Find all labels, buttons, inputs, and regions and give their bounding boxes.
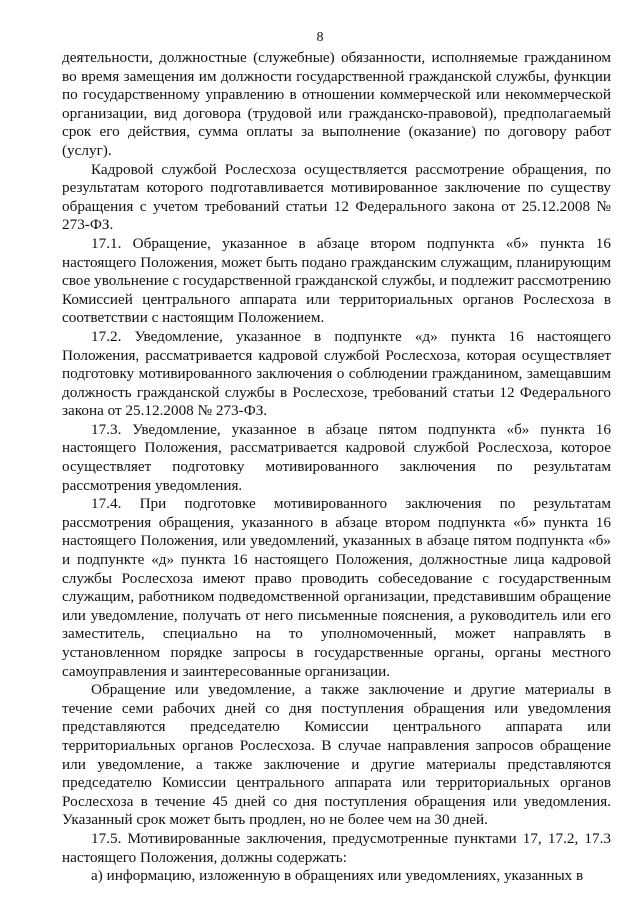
paragraph-17-5: 17.5. Мотивированные заключения, предусмотренные пунктами 17, 17.2, 17.3 настоящего Положения, должны содержать: — [62, 829, 611, 866]
document-body — [62, 49, 611, 886]
paragraph-continuation: деятельности, должностные (служебные) обязанности, исполняемые гражданином во время замещения им должности государственной гражданской службы, функции по государственному управлению в отношении коммерческой или некоммерческой организации, вид договора (трудовой или гражданско-правовой), предполагаемый срок его действия, сумма оплаты за выполнение (оказание) по договору работ (услуг). — [62, 49, 611, 159]
paragraph-17-3: 17.3. Уведомление, указанное в абзаце пятом подпункта «б» пункта 16 настоящего Положения, рассматривается кадровой службой Рослесхоза, которое осуществляет подготовку мотивированного заключения по результатам рассмотрения уведомления. — [62, 420, 611, 494]
page-number: 8 — [316, 30, 324, 45]
paragraph-17-4: 17.4. При подготовке мотивированного заключения по результатам рассмотрения обращения, указанного в абзаце втором подпункта «б» пункта 16 настоящего Положения, или уведомлений, указанных в абзаце пятом подпункта «б» и подпункте «д» пункта 16 настоящего Положения, должностные лица кадровой службы Рослесхоза имеют право проводить собеседование с государственным служащим, работником подведомственной организации, представившим обращение или уведомление, получать от него письменные пояснения, а руководитель или его заместитель, специально на то уполномоченный, может направлять в установленном порядке запросы в государственные органы, органы местного самоуправления и заинтересованные организации. — [62, 495, 611, 680]
paragraph-17-5-a: а) информацию, изложенную в обращениях или уведомлениях, указанных в — [91, 867, 584, 885]
paragraph-17-2: 17.2. Уведомление, указанное в подпункте «д» пункта 16 настоящего Положения, рассматривается кадровой службой Рослесхоза, которая осуществляет подготовку мотивированного заключения о соблюдении гражданином, замещавшим должность гражданской службы в Рослесхозе, требований статьи 12 Федерального закона от 25.12.2008 № 273-ФЗ. — [62, 327, 611, 420]
paragraph-personnel-review: Кадровой службой Рослесхоза осуществляется рассмотрение обращения, по результатам которого подготавливается мотивированное заключение по существу обращения с учетом требований статьи 12 Федерального закона от 25.12.2008 № 273-ФЗ. — [62, 160, 611, 234]
paragraph-submission-terms: Обращение или уведомление, а также заключение и другие материалы в течение семи рабочих дней со дня поступления обращения или уведомления представляются председателю Комиссии центрального аппарата или территориальных органов Рослесхоза. В случае направления запросов обращение или уведомление, а также заключение и другие материалы представляются председателю Комиссии центрального аппарата или территориальных органов Рослесхоза в течение 45 дней со дня поступления обращения или уведомления. Указанный срок может быть продлен, но не более чем на 30 дней. — [62, 681, 611, 829]
paragraph-17-1: 17.1. Обращение, указанное в абзаце втором подпункта «б» пункта 16 настоящего Положения, может быть подано гражданским служащим, планирующим свое увольнение с государственной гражданской службы, и подлежит рассмотрению Комиссией центрального аппарата или территориальных органов Рослесхоза в соответствии с настоящим Положением. — [62, 234, 611, 327]
